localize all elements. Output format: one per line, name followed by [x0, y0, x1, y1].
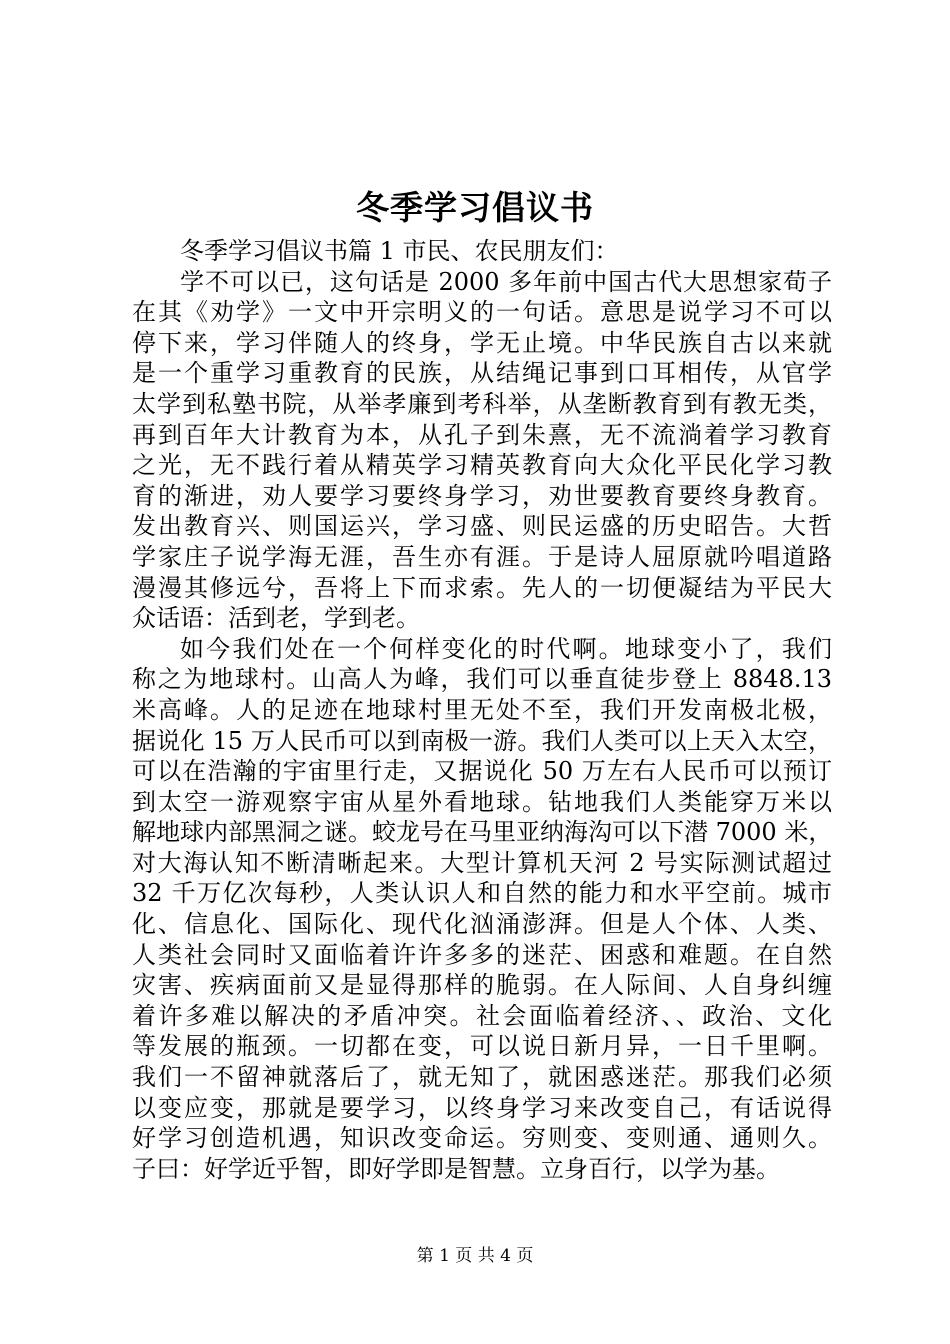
text-line: 解地球内部黑洞之谜。蛟龙号在马里亚纳海沟可以下潜 7000 米，: [132, 818, 833, 847]
text-line: 对大海认知不断清晰起来。大型计算机天河 2 号实际测试超过: [132, 848, 832, 877]
text-line: 可以在浩瀚的宇宙里行走，又据说化 50 万左右人民币可以预订: [132, 757, 832, 786]
text-line: 太学到私塾书院，从举孝廉到考科举，从垄断教育到有教无类，: [132, 389, 832, 418]
text-line: 以变应变，那就是要学习，以终身学习来改变自己，有话说得: [132, 1093, 832, 1122]
text-line: 学家庄子说学海无涯，吾生亦有涯。于是诗人屈原就吟唱道路: [132, 542, 832, 571]
text-line: 灾害、疾病面前又是显得那样的脆弱。在人际间、人自身纠缠: [132, 971, 832, 1000]
text-line: 停下来，学习伴随人的终身，学无止境。中华民族自古以来就: [132, 328, 832, 357]
text-line: 据说化 15 万人民币可以到南极一游。我们人类可以上天入太空，: [132, 726, 832, 755]
text-line: 之光，无不践行着从精英学习精英教育向大众化平民化学习教: [132, 451, 832, 480]
text-line: 学不可以已，这句话是 2000 多年前中国古代大思想家荀子: [180, 267, 832, 296]
text-line: 众话语：活到老，学到老。: [132, 604, 420, 633]
text-line: 子曰：好学近乎智，即好学即是智慧。立身百行，以学为基。: [132, 1154, 780, 1183]
text-line: 发出教育兴、则国运兴，学习盛、则民运盛的历史昭告。大哲: [132, 512, 832, 541]
text-line: 漫漫其修远兮，吾将上下而求索。先人的一切便凝结为平民大: [132, 573, 832, 602]
text-line: 人类社会同时又面临着许许多多的迷茫、困惑和难题。在自然: [132, 940, 832, 969]
text-line: 化、信息化、国际化、现代化汹涌澎湃。但是人个体、人类、: [132, 910, 832, 939]
text-line: 如今我们处在一个何样变化的时代啊。地球变小了，我们: [180, 634, 832, 663]
text-line: 在其《劝学》一文中开宗明义的一句话。意思是说学习不可以: [132, 298, 832, 327]
text-line: 到太空一游观察宇宙从星外看地球。钻地我们人类能穿万米以: [132, 787, 832, 816]
text-line: 好学习创造机遇，知识改变命运。穷则变、变则通、通则久。: [132, 1124, 832, 1153]
document-title: 冬季学习倡议书: [356, 188, 594, 227]
page-footer: 第 1 页 共 4 页: [416, 1246, 534, 1266]
text-line: 着许多难以解决的矛盾冲突。社会面临着经济、、政治、文化: [132, 1001, 832, 1030]
text-line: 米高峰。人的足迹在地球村里无处不至，我们开发南极北极，: [132, 695, 832, 724]
text-line: 育的渐进，劝人要学习要终身学习，劝世要教育要终身教育。: [132, 481, 832, 510]
text-line: 是一个重学习重教育的民族，从结绳记事到口耳相传，从官学: [132, 359, 832, 388]
text-line: 等发展的瓶颈。一切都在变，可以说日新月异，一日千里啊。: [132, 1032, 832, 1061]
document-body: [132, 236, 832, 1184]
text-line: 再到百年大计教育为本，从孔子到朱熹，无不流淌着学习教育: [132, 420, 832, 449]
text-line: 我们一不留神就落后了，就无知了，就困惑迷茫。那我们必须: [132, 1063, 832, 1092]
text-line: 称之为地球村。山高人为峰，我们可以垂直徒步登上 8848.13: [132, 665, 832, 694]
text-line: 冬季学习倡议书篇 1 市民、农民朋友们：: [180, 237, 619, 265]
text-line: 32 千万亿次每秒，人类认识人和自然的能力和水平空前。城市: [132, 879, 832, 908]
